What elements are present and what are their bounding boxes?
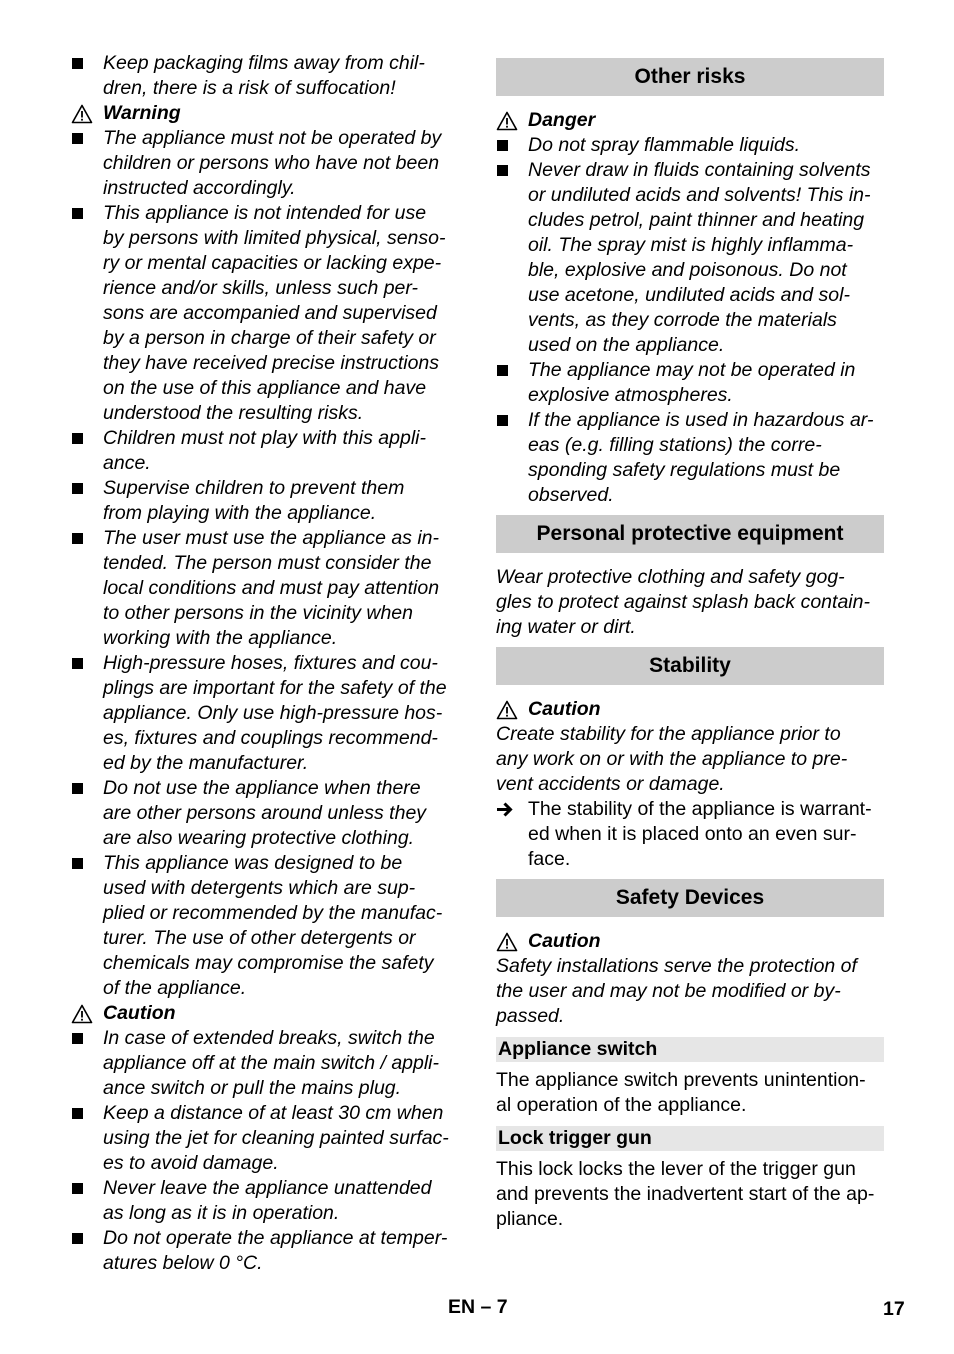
- text-line: vents, as they corrode the materials: [528, 309, 837, 331]
- square-bullet-icon: [71, 126, 103, 201]
- text-line: This appliance was designed to be: [103, 852, 403, 874]
- text-line: appliance off at the main switch / appli-: [103, 1052, 440, 1074]
- list-item: [71, 426, 461, 476]
- text-line: children or persons who have not been: [103, 152, 440, 174]
- square-bullet-icon: [496, 358, 528, 408]
- list-item: [496, 408, 884, 508]
- text-line: ing water or dirt.: [496, 616, 636, 638]
- text-line: local conditions and must pay attention: [103, 577, 440, 599]
- text-line: This lock locks the lever of the trigger gun: [496, 1158, 856, 1180]
- text-line: sponding safety regulations must be: [528, 459, 841, 481]
- danger-label: Danger: [528, 109, 596, 131]
- list-item: [71, 1176, 461, 1226]
- left-column: [71, 51, 461, 1276]
- right-column: [496, 51, 884, 1232]
- text-line: es, fixtures and couplings recommend-: [103, 727, 438, 749]
- list-item-text: [103, 51, 461, 101]
- text-line: High-pressure hoses, fixtures and cou-: [103, 652, 438, 674]
- footer-page-number: 17: [883, 1298, 905, 1320]
- appliance-switch-paragraph: [496, 1068, 884, 1118]
- list-item-text: [528, 158, 884, 358]
- text-line: of the appliance.: [103, 977, 247, 999]
- text-line: eas (e.g. filling stations) the corre-: [528, 434, 822, 456]
- list-item: [71, 776, 461, 851]
- text-line: gles to protect against splash back contain-: [496, 591, 870, 613]
- list-item-text: [103, 526, 461, 651]
- text-line: ance.: [103, 452, 151, 474]
- text-line: from playing with the appliance.: [103, 502, 377, 524]
- safety-caution-heading: [496, 929, 884, 954]
- text-line: face.: [528, 848, 571, 870]
- square-bullet-icon: [71, 1226, 103, 1276]
- warning-triangle-icon: [496, 111, 518, 131]
- list-item-text: [103, 476, 461, 526]
- text-line: they have received precise instructions: [103, 352, 440, 374]
- text-line: The appliance must not be operated by: [103, 127, 442, 149]
- square-bullet-icon: [496, 408, 528, 508]
- safety-devices-paragraph: [496, 954, 884, 1029]
- list-item-text: [103, 126, 461, 201]
- square-bullet-icon: [71, 1026, 103, 1101]
- lock-trigger-paragraph: [496, 1157, 884, 1232]
- text-line: instructed accordingly.: [103, 177, 296, 199]
- list-item: [71, 1101, 461, 1176]
- list-item-text: [528, 358, 884, 408]
- list-item-text: [528, 133, 884, 158]
- section-safety-devices-title: Safety Devices: [496, 879, 884, 917]
- text-line: pliance.: [496, 1208, 564, 1230]
- text-line: sons are accompanied and supervised: [103, 302, 437, 324]
- list-item: [496, 133, 884, 158]
- warning-triangle-icon: [71, 104, 93, 124]
- warning-label: Warning: [103, 102, 181, 124]
- text-line: using the jet for cleaning painted surfac-: [103, 1127, 449, 1149]
- square-bullet-icon: [71, 776, 103, 851]
- text-line: by persons with limited physical, senso-: [103, 227, 446, 249]
- square-bullet-icon: [71, 1176, 103, 1226]
- text-line: Do not use the appliance when there: [103, 777, 421, 799]
- text-line: or undiluted acids and solvents! This in-: [528, 184, 871, 206]
- safety-caution-label: Caution: [528, 930, 601, 952]
- text-line: If the appliance is used in hazardous ar-: [528, 409, 874, 431]
- ppe-paragraph: [496, 565, 884, 640]
- square-bullet-icon: [71, 201, 103, 426]
- list-item-text: [103, 851, 461, 1001]
- text-line: the user and may not be modified or by-: [496, 980, 841, 1002]
- list-item: [71, 201, 461, 426]
- other-risks-bullets: [496, 133, 884, 508]
- text-line: Create stability for the appliance prior to: [496, 723, 841, 745]
- text-line: used on the appliance.: [528, 334, 725, 356]
- text-line: used with detergents which are sup-: [103, 877, 416, 899]
- text-line: This appliance is not intended for use: [103, 202, 427, 224]
- arrow-right-icon: [496, 797, 528, 872]
- subsection-lock-trigger-title: Lock trigger gun: [496, 1126, 884, 1151]
- list-item-text: [103, 651, 461, 776]
- caution-label: Caution: [103, 1002, 176, 1024]
- warning-triangle-icon: [496, 932, 518, 952]
- square-bullet-icon: [496, 133, 528, 158]
- list-item: [496, 158, 884, 358]
- danger-heading: [496, 108, 884, 133]
- list-item-text: [103, 1101, 461, 1176]
- text-line: cludes petrol, paint thinner and heating: [528, 209, 865, 231]
- text-line: understood the resulting risks.: [103, 402, 364, 424]
- text-line: Children must not play with this appli-: [103, 427, 426, 449]
- bullets-c: [71, 1026, 461, 1276]
- text-line: Do not spray flammable liquids.: [528, 134, 801, 156]
- list-item: [71, 126, 461, 201]
- stability-paragraph: [496, 722, 884, 797]
- bullets-b: [71, 126, 461, 1001]
- square-bullet-icon: [71, 1101, 103, 1176]
- footer-section-label: EN – 7: [448, 1296, 508, 1318]
- warning-triangle-icon: [496, 700, 518, 720]
- text-line: ed when it is placed onto an even sur-: [528, 823, 857, 845]
- text-line: use acetone, undiluted acids and sol-: [528, 284, 850, 306]
- list-item-text: [528, 408, 884, 508]
- text-line: observed.: [528, 484, 614, 506]
- text-line: ed by the manufacturer.: [103, 752, 309, 774]
- caution-heading: [71, 1001, 461, 1026]
- list-item-text: [103, 1226, 461, 1276]
- text-line: tended. The person must consider the: [103, 552, 432, 574]
- text-line: plings are important for the safety of the: [103, 677, 447, 699]
- warning-triangle-icon: [71, 1004, 93, 1024]
- text-line: vent accidents or damage.: [496, 773, 725, 795]
- text-line: working with the appliance.: [103, 627, 338, 649]
- text-line: al operation of the appliance.: [496, 1094, 747, 1116]
- list-item: [71, 476, 461, 526]
- stability-caution-heading: [496, 697, 884, 722]
- square-bullet-icon: [71, 476, 103, 526]
- text-line: to other persons in the vicinity when: [103, 602, 414, 624]
- text-line: are also wearing protective clothing.: [103, 827, 415, 849]
- text-line: oil. The spray mist is highly inflamma-: [528, 234, 854, 256]
- list-item: [71, 526, 461, 651]
- text-line: Never leave the appliance unattended: [103, 1177, 432, 1199]
- text-line: ry or mental capacities or lacking expe-: [103, 252, 442, 274]
- section-ppe-title: Personal protective equipment: [496, 515, 884, 553]
- list-item: [71, 651, 461, 776]
- text-line: Safety installations serve the protection of: [496, 955, 857, 977]
- list-item-text: [103, 776, 461, 851]
- text-line: The appliance may not be operated in: [528, 359, 856, 381]
- text-line: explosive atmospheres.: [528, 384, 733, 406]
- text-line: Never draw in fluids containing solvents: [528, 159, 871, 181]
- text-line: The stability of the appliance is warrant-: [528, 798, 872, 820]
- subsection-appliance-switch-title: Appliance switch: [496, 1037, 884, 1062]
- list-item-text: [103, 1176, 461, 1226]
- text-line: es to avoid damage.: [103, 1152, 279, 1174]
- list-item: [71, 51, 461, 101]
- stability-arrow-text: [528, 797, 884, 872]
- text-line: Do not operate the appliance at temper-: [103, 1227, 448, 1249]
- list-item: [71, 851, 461, 1001]
- text-line: as long as it is in operation.: [103, 1202, 340, 1224]
- stability-arrow-item: [496, 797, 884, 872]
- text-line: ble, explosive and poisonous. Do not: [528, 259, 847, 281]
- text-line: chemicals may compromise the safety: [103, 952, 434, 974]
- text-line: The appliance switch prevents unintention-: [496, 1069, 866, 1091]
- text-line: Wear protective clothing and safety gog-: [496, 566, 845, 588]
- text-line: and prevents the inadvertent start of the ap-: [496, 1183, 875, 1205]
- square-bullet-icon: [71, 51, 103, 101]
- text-line: passed.: [496, 1005, 565, 1027]
- text-line: dren, there is a risk of suffocation!: [103, 77, 396, 99]
- list-item-text: [103, 1026, 461, 1101]
- section-stability-title: Stability: [496, 647, 884, 685]
- text-line: atures below 0 °C.: [103, 1252, 263, 1274]
- text-line: appliance. Only use high-pressure hos-: [103, 702, 443, 724]
- text-line: Supervise children to prevent them: [103, 477, 405, 499]
- list-item-text: [103, 426, 461, 476]
- list-item: [496, 358, 884, 408]
- text-line: The user must use the appliance as in-: [103, 527, 440, 549]
- text-line: rience and/or skills, unless such per-: [103, 277, 419, 299]
- stability-caution-label: Caution: [528, 698, 601, 720]
- section-other-risks-title: Other risks: [496, 58, 884, 96]
- text-line: Keep packaging films away from chil-: [103, 52, 425, 74]
- text-line: In case of extended breaks, switch the: [103, 1027, 435, 1049]
- warning-heading: [71, 101, 461, 126]
- text-line: ance switch or pull the mains plug.: [103, 1077, 402, 1099]
- text-line: on the use of this appliance and have: [103, 377, 427, 399]
- square-bullet-icon: [71, 851, 103, 1001]
- text-line: turer. The use of other detergents or: [103, 927, 416, 949]
- square-bullet-icon: [71, 651, 103, 776]
- text-line: any work on or with the appliance to pre-: [496, 748, 848, 770]
- text-line: plied or recommended by the manufac-: [103, 902, 443, 924]
- bullets-a: [71, 51, 461, 101]
- square-bullet-icon: [496, 158, 528, 358]
- square-bullet-icon: [71, 526, 103, 651]
- text-line: Keep a distance of at least 30 cm when: [103, 1102, 444, 1124]
- text-line: are other persons around unless they: [103, 802, 427, 824]
- list-item: [71, 1226, 461, 1276]
- list-item-text: [103, 201, 461, 426]
- square-bullet-icon: [71, 426, 103, 476]
- list-item: [71, 1026, 461, 1101]
- text-line: by a person in charge of their safety or: [103, 327, 436, 349]
